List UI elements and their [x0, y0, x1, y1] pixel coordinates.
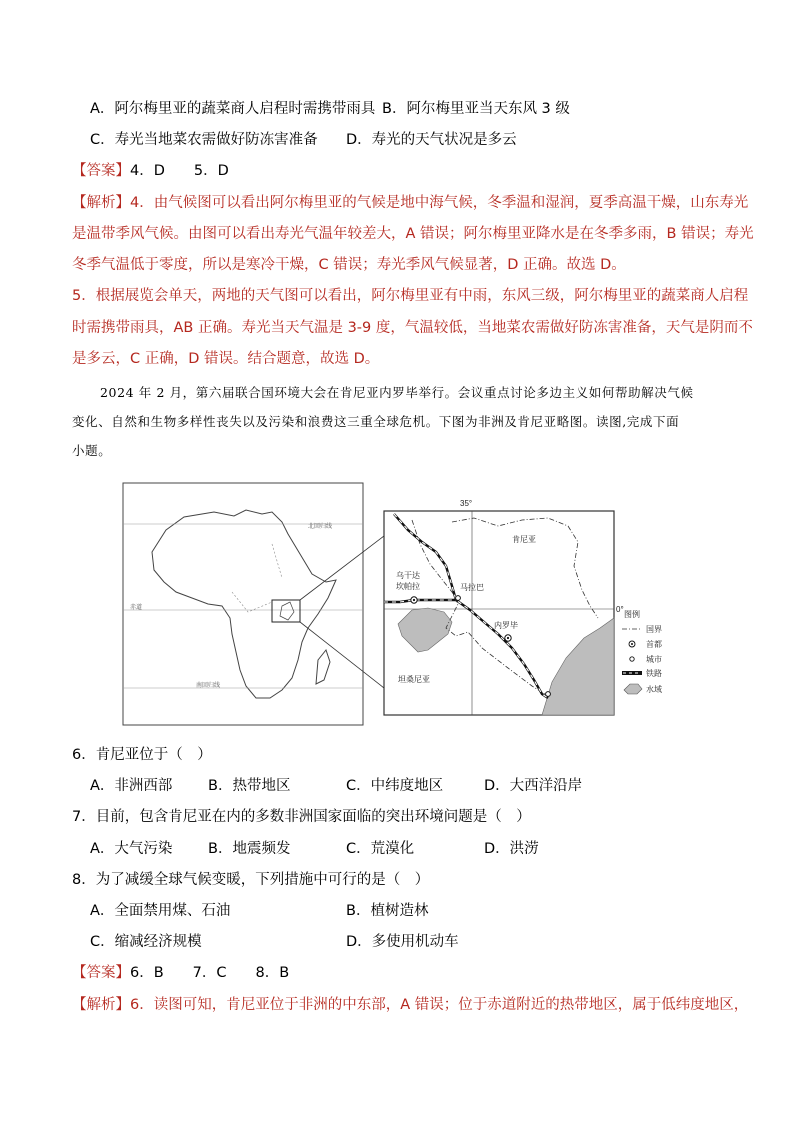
answer-line-1: [72, 156, 724, 187]
answer-text: 4．D 5．D: [130, 163, 229, 179]
kenya-label: 肯尼亚: [512, 535, 536, 544]
q6-option-c: C．中纬度地区: [346, 778, 444, 794]
legend-border: 国界: [646, 625, 662, 634]
tropic-south-label: 南回归线: [196, 683, 221, 689]
nairobi-label: 内罗毕: [494, 621, 518, 630]
q8-option-a: A．全面禁用煤、石油: [90, 903, 231, 919]
analysis-line-5: 时需携带雨具，AB 正确。寿光当天气温是 3-9 度，气温较低，当地菜农需做好防冻害准备，天气是阴而不: [72, 320, 753, 336]
analysis-line-6: 是多云，C 正确，D 错误。结合题意，故选 D。: [72, 351, 380, 367]
tropic-north-label: 北回归线: [308, 524, 333, 530]
answer-tag-2: 【答案】: [72, 965, 130, 981]
q8-stem: 8．为了减缓全球气候变暖，下列措施中可行的是（ ）: [72, 872, 430, 888]
answer-tag: 【答案】: [72, 163, 130, 179]
analysis-line-4: 5．根据展览会单天，两地的天气图可以看出，阿尔梅里亚有中雨，东风三级，阿尔梅里亚的蔬菜商人启程: [72, 288, 749, 304]
legend-city: 城市: [646, 655, 662, 664]
legend-title: 图例: [624, 610, 640, 619]
uganda-label: 乌干达: [396, 571, 420, 580]
q3-option-d: D．寿光的天气状况是多云: [346, 132, 517, 148]
answer-line-2: [72, 958, 724, 989]
q3-option-a: A．阿尔梅里亚的蔬菜商人启程时需携带雨具: [90, 101, 376, 117]
q7-option-a: A．大气污染: [90, 841, 173, 857]
legend-capital: 首都: [646, 640, 662, 649]
equator-label: 赤道: [130, 605, 143, 611]
tanzania-label: 坦桑尼亚: [398, 675, 430, 684]
longitude-label: 35°: [460, 499, 473, 508]
legend-railway: 铁路: [646, 669, 662, 678]
q6-stem: 6．肯尼亚位于（ ）: [72, 747, 212, 763]
q7-option-d: D．洪涝: [484, 841, 539, 857]
mombasa-city-marker: [546, 692, 551, 697]
q3-option-b: B．阿尔梅里亚当天东风 3 级: [382, 101, 570, 117]
malaba-city-marker: [456, 596, 461, 601]
q8-option-b: B．植树造林: [346, 903, 429, 919]
analysis-text-2: 6．读图可知，肯尼亚位于非洲的中东部，A 错误；位于赤道附近的热带地区，属于低纬度地区，: [130, 997, 749, 1013]
q3-option-c: C．寿光当地菜农需做好防冻害准备: [90, 132, 318, 148]
africa-kenya-map: [122, 482, 662, 728]
legend-water: 水域: [646, 685, 662, 694]
latitude-label: 0°: [616, 605, 624, 614]
analysis-line-3: 冬季气温低于零度，所以是寒冷干燥，C 错误；寿光季风气候显著，D 正确。故选 D。: [72, 257, 626, 273]
q6-option-d: D．大西洋沿岸: [484, 778, 583, 794]
analysis-line-2: 是温带季风气候。由图可以看出寿光气温年较差大，A 错误；阿尔梅里亚降水是在冬季多雨，B 错误；寿光: [72, 226, 754, 242]
passage-line-3: 小题。: [72, 443, 112, 458]
analysis-line-7: [72, 990, 749, 1021]
q7-option-b: B．地震频发: [208, 841, 291, 857]
malaba-label: 马拉巴: [460, 583, 484, 592]
analysis-tag-2: 【解析】: [72, 997, 130, 1013]
q6-option-a: A．非洲西部: [90, 778, 173, 794]
kampala-label: 坎帕拉: [396, 582, 420, 591]
q6-option-b: B．热带地区: [208, 778, 291, 794]
map-legend: [622, 609, 662, 694]
passage-line-2: 变化、自然和生物多样性丧失以及污染和浪费这三重全球危机。下图为非洲及肯尼亚略图。读图,完成下面: [72, 414, 680, 429]
analysis-tag: 【解析】: [72, 195, 130, 211]
analysis-text: 4．由气候图可以看出阿尔梅里亚的气候是地中海气候，冬季温和湿润，夏季高温干燥，山东寿光: [130, 195, 749, 211]
analysis-line-1: [72, 188, 749, 219]
q7-option-c: C．荒漠化: [346, 841, 415, 857]
answer-text-2: 6．B 7．C 8．B: [130, 965, 290, 981]
q8-option-c: C．缩减经济规模: [90, 934, 202, 950]
q8-option-d: D．多使用机动车: [346, 934, 459, 950]
q7-stem: 7．目前，包含肯尼亚在内的多数非洲国家面临的突出环境问题是（ ）: [72, 809, 531, 825]
passage-line-1: 2024 年 2 月，第六届联合国环境大会在肯尼亚内罗毕举行。会议重点讨论多边主义如何帮助解决气候: [100, 385, 694, 400]
